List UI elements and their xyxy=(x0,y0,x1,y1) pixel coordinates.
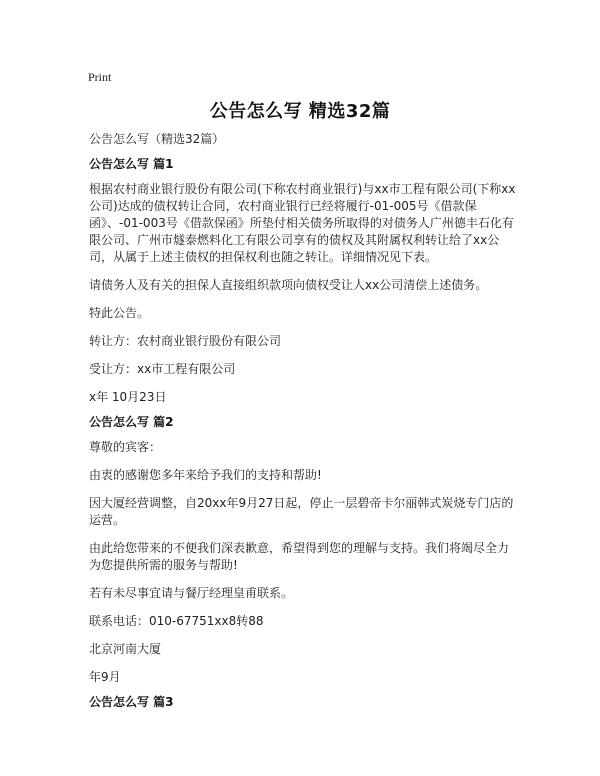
section-heading: 公告怎么写 篇3 xyxy=(89,695,174,709)
paragraph: 北京河南大厦 xyxy=(89,642,162,656)
print-label[interactable]: Print xyxy=(88,70,112,84)
page-title: 公告怎么写 精选32篇 xyxy=(209,101,391,122)
paragraph: x年 10月23日 xyxy=(89,390,167,404)
section-heading: 公告怎么写 篇1 xyxy=(89,157,174,171)
document-body xyxy=(89,131,519,719)
paragraph: 由此给您带来的不便我们深表歉意，希望得到您的理解与支持。我们将竭尽全力为您提供所需的服务与帮助! xyxy=(89,541,510,572)
document-subtitle: 公告怎么写（精选32篇） xyxy=(89,132,225,146)
paragraph: 请债务人及有关的担保人直接组织款项向债权受让人xx公司清偿上述债务。 xyxy=(89,278,488,292)
paragraph: 联系电话：010-67751xx8转88 xyxy=(89,614,264,628)
paragraph: 尊敬的宾客： xyxy=(89,440,162,454)
paragraph: 受让方：xx市工程有限公司 xyxy=(89,362,236,376)
paragraph: 因大厦经营调整，自20xx年9月27日起，停止一层碧帝卡尔丽韩式炭烧专门店的运营。 xyxy=(89,496,514,527)
section-heading: 公告怎么写 篇2 xyxy=(89,415,174,429)
paragraph: 若有未尽事宜请与餐厅经理皇甫联系。 xyxy=(89,586,294,600)
paragraph: 转让方：农村商业银行股份有限公司 xyxy=(89,334,282,348)
paragraph: 特此公告。 xyxy=(89,306,150,320)
paragraph: 由衷的感谢您多年来给予我们的支持和帮助! xyxy=(89,468,322,482)
paragraph: 根据农村商业银行股份有限公司(下称农村商业银行)与xx市工程有限公司(下称xx公司)达成的债权转让合同，农村商业银行已经将履行-01-005号《借款保函》、-01-003号《借款保函》所垫付相关债务所取得的对债务人广州德丰石化有限公司、广州市燧泰燃料化工有限公司享有的债权及其附属权利转让给了xx公司，从属于上述主债权的担保权利也随之转让。详细情况见下表。 xyxy=(89,182,516,264)
paragraph: 年9月 xyxy=(89,670,121,684)
